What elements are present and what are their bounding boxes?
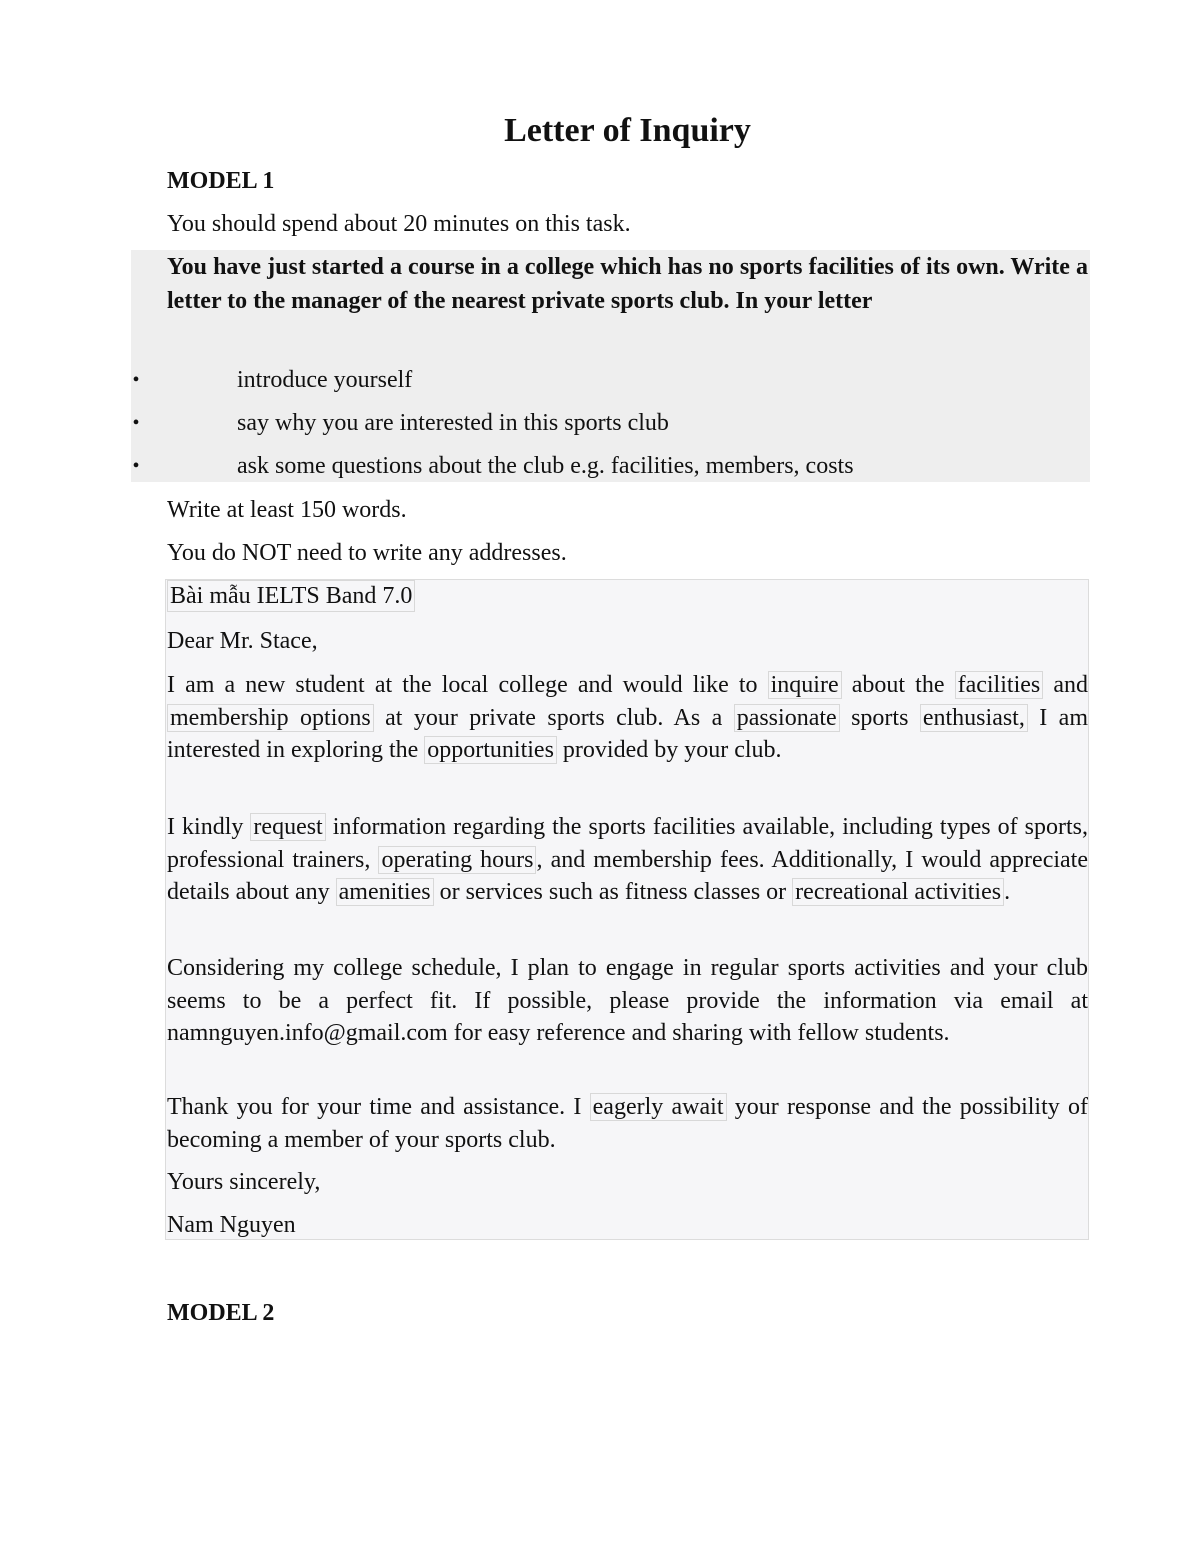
text-run: and	[1043, 672, 1088, 698]
text-run: I am interested in exploring the	[167, 704, 1089, 763]
text-run: , and membership fees. Additionally, I would appreciate details about any	[167, 846, 1088, 905]
text-run: .	[1004, 879, 1011, 905]
letter-paragraph-4	[167, 1091, 1088, 1156]
highlighted-phrase: operating hours	[378, 846, 536, 874]
model1-heading: MODEL 1	[167, 168, 275, 194]
word-count-instruction: Write at least 150 words.	[167, 497, 407, 523]
addresses-note: You do NOT need to write any addresses.	[167, 540, 567, 566]
task-prompt: You have just started a course in a college which has no sports facilities of its own. Write a letter to the manager of the nearest private sports club. In your letter	[167, 254, 1088, 314]
bullet-text: ask some questions about the club e.g. facilities, members, costs	[237, 453, 854, 479]
time-instruction: You should spend about 20 minutes on this task.	[167, 211, 631, 237]
letter-paragraph-1	[167, 669, 1088, 767]
highlighted-phrase: eagerly await	[590, 1093, 727, 1121]
text-run: provided by your club.	[556, 737, 782, 763]
text-run: Thank you for your time and assistance. I	[167, 1094, 590, 1120]
highlighted-phrase: membership options	[167, 704, 374, 732]
highlighted-phrase: facilities	[955, 671, 1044, 699]
highlighted-phrase: passionate	[734, 704, 840, 732]
letter-closing: Yours sincerely,	[167, 1169, 321, 1195]
text-run: I kindly	[167, 814, 251, 840]
highlighted-phrase: request	[250, 813, 325, 841]
text-run: information regarding the sports facilities available, including types of sports, professional trainers,	[167, 814, 1088, 873]
letter-paragraph-2	[167, 811, 1088, 909]
text-run: sports	[839, 704, 920, 731]
text-run: I am a new student at the local college and would like to	[167, 672, 768, 698]
bullet-text: introduce yourself	[237, 367, 413, 393]
letter-paragraph-3: Considering my college schedule, I plan to engage in regular sports activities and your club seems to be a perfect fit. If possible, please provide the information via email at namnguyen.info@gmail.com for easy reference and sharing with fellow students.	[167, 955, 1088, 1046]
text-run: about the	[841, 672, 955, 698]
bullet-icon: •	[132, 412, 140, 434]
highlighted-phrase: opportunities	[424, 736, 557, 764]
page-title: Letter of Inquiry	[504, 112, 751, 149]
text-run: your response and the possibility of becoming a member of your sports club.	[167, 1094, 1089, 1153]
highlighted-phrase: recreational activities	[792, 878, 1004, 906]
highlighted-phrase: inquire	[768, 671, 842, 699]
bullet-icon: •	[132, 369, 140, 391]
bullet-icon: •	[132, 455, 140, 477]
highlighted-phrase: amenities	[336, 878, 434, 906]
highlighted-phrase: enthusiast,	[920, 704, 1028, 732]
model2-heading: MODEL 2	[167, 1300, 275, 1326]
text-run: at your private sports club. As a	[373, 704, 734, 731]
bullet-text: say why you are interested in this sports club	[237, 410, 669, 436]
band-label	[167, 580, 415, 612]
band-label-text: Bài mẫu IELTS Band 7.0	[167, 580, 415, 612]
letter-signature: Nam Nguyen	[167, 1212, 296, 1238]
text-run: or services such as fitness classes or	[433, 879, 793, 905]
letter-salutation: Dear Mr. Stace,	[167, 628, 318, 654]
